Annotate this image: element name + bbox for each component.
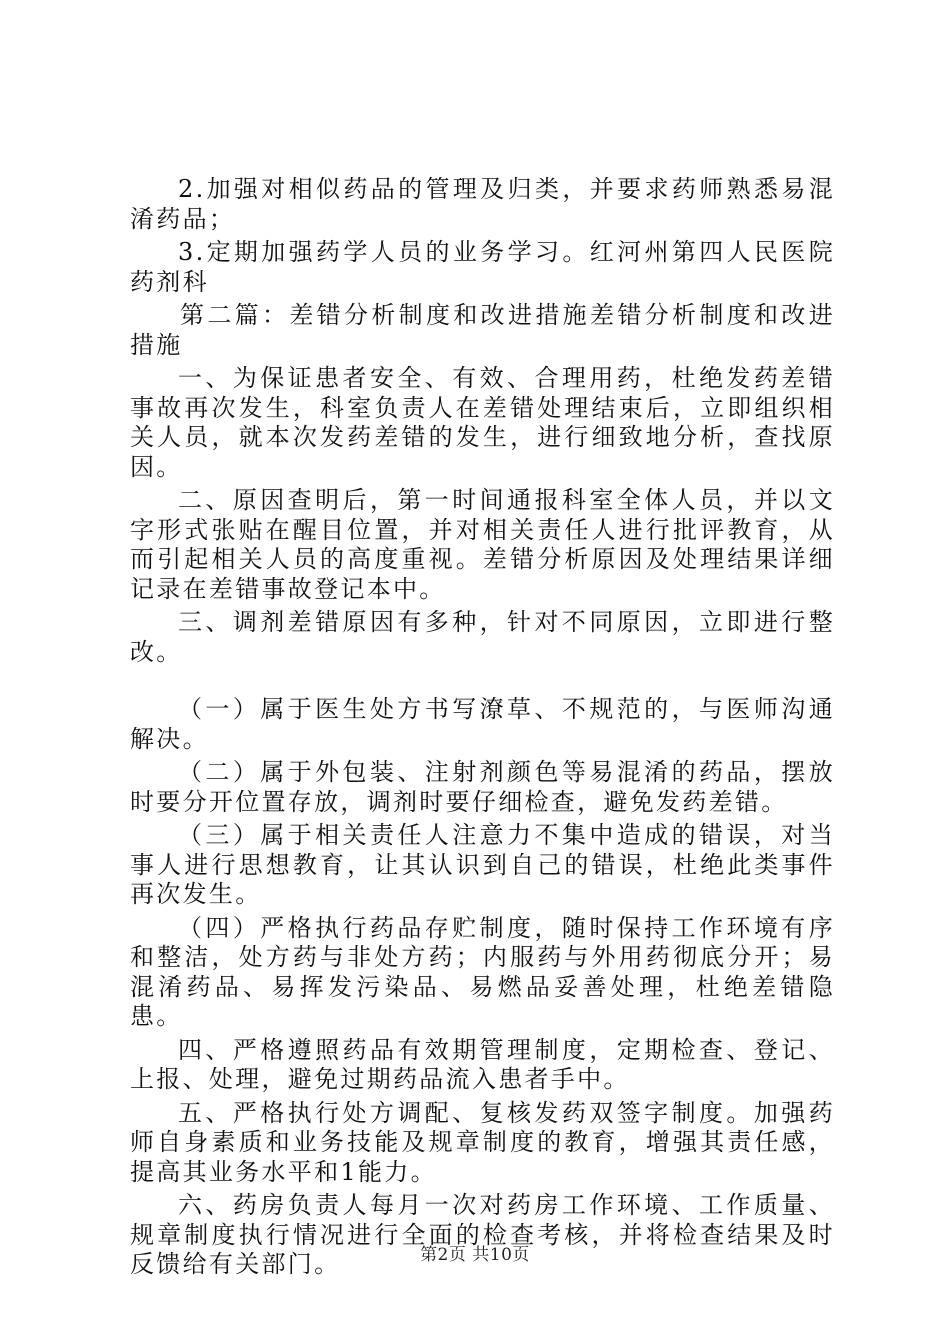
paragraph-section-6: 六、药房负责人每月一次对药房工作环境、工作质量、规章制度执行情况进行全面的检查考核，并将检查结果及时反馈给有关部门。 — [130, 1191, 835, 1278]
paragraph-sub-1: （一）属于医生处方书写潦草、不规范的，与医师沟通解决。 — [130, 695, 835, 753]
paragraph-sub-3: （三）属于相关责任人注意力不集中造成的错误，对当事人进行思想教育，让其认识到自己的错误，杜绝此类事件再次发生。 — [130, 821, 835, 908]
paragraph-item-3: 3.定期加强药学人员的业务学习。红河州第四人民医院药剂科 — [130, 238, 835, 296]
paragraph-section-3: 三、调剂差错原因有多种，针对不同原因，立即进行整改。 — [130, 608, 835, 666]
paragraph-sub-2: （二）属于外包装、注射剂颜色等易混淆的药品，摆放时要分开位置存放，调剂时要仔细检查，避免发药差错。 — [130, 758, 835, 816]
page-number-footer: 第2页 共10页 — [420, 1245, 530, 1265]
section-title-part-two: 第二篇：差错分析制度和改进措施差错分析制度和改进措施 — [130, 301, 835, 359]
paragraph-sub-4: （四）严格执行药品存贮制度，随时保持工作环境有序和整洁，处方药与非处方药；内服药与外用药彻底分开；易混淆药品、易挥发污染品、易燃品妥善处理，杜绝差错隐患。 — [130, 913, 835, 1030]
paragraph-section-2: 二、原因查明后，第一时间通报科室全体人员，并以文字形式张贴在醒目位置，并对相关责任人进行批评教育，从而引起相关人员的高度重视。差错分析原因及处理结果详细记录在差错事故登记本中。 — [130, 486, 835, 603]
paragraph-section-5: 五、严格执行处方调配、复核发药双签字制度。加强药师自身素质和业务技能及规章制度的教育，增强其责任感，提高其业务水平和1能力。 — [130, 1098, 835, 1186]
document-body — [130, 175, 835, 1284]
paragraph-section-1: 一、为保证患者安全、有效、合理用药，杜绝发药差错事故再次发生，科室负责人在差错处理结束后，立即组织相关人员，就本次发药差错的发生，进行细致地分析，查找原因。 — [130, 364, 835, 481]
paragraph-item-2: 2.加强对相似药品的管理及归类，并要求药师熟悉易混淆药品； — [130, 175, 835, 233]
paragraph-section-4: 四、严格遵照药品有效期管理制度，定期检查、登记、上报、处理，避免过期药品流入患者手中。 — [130, 1035, 835, 1093]
